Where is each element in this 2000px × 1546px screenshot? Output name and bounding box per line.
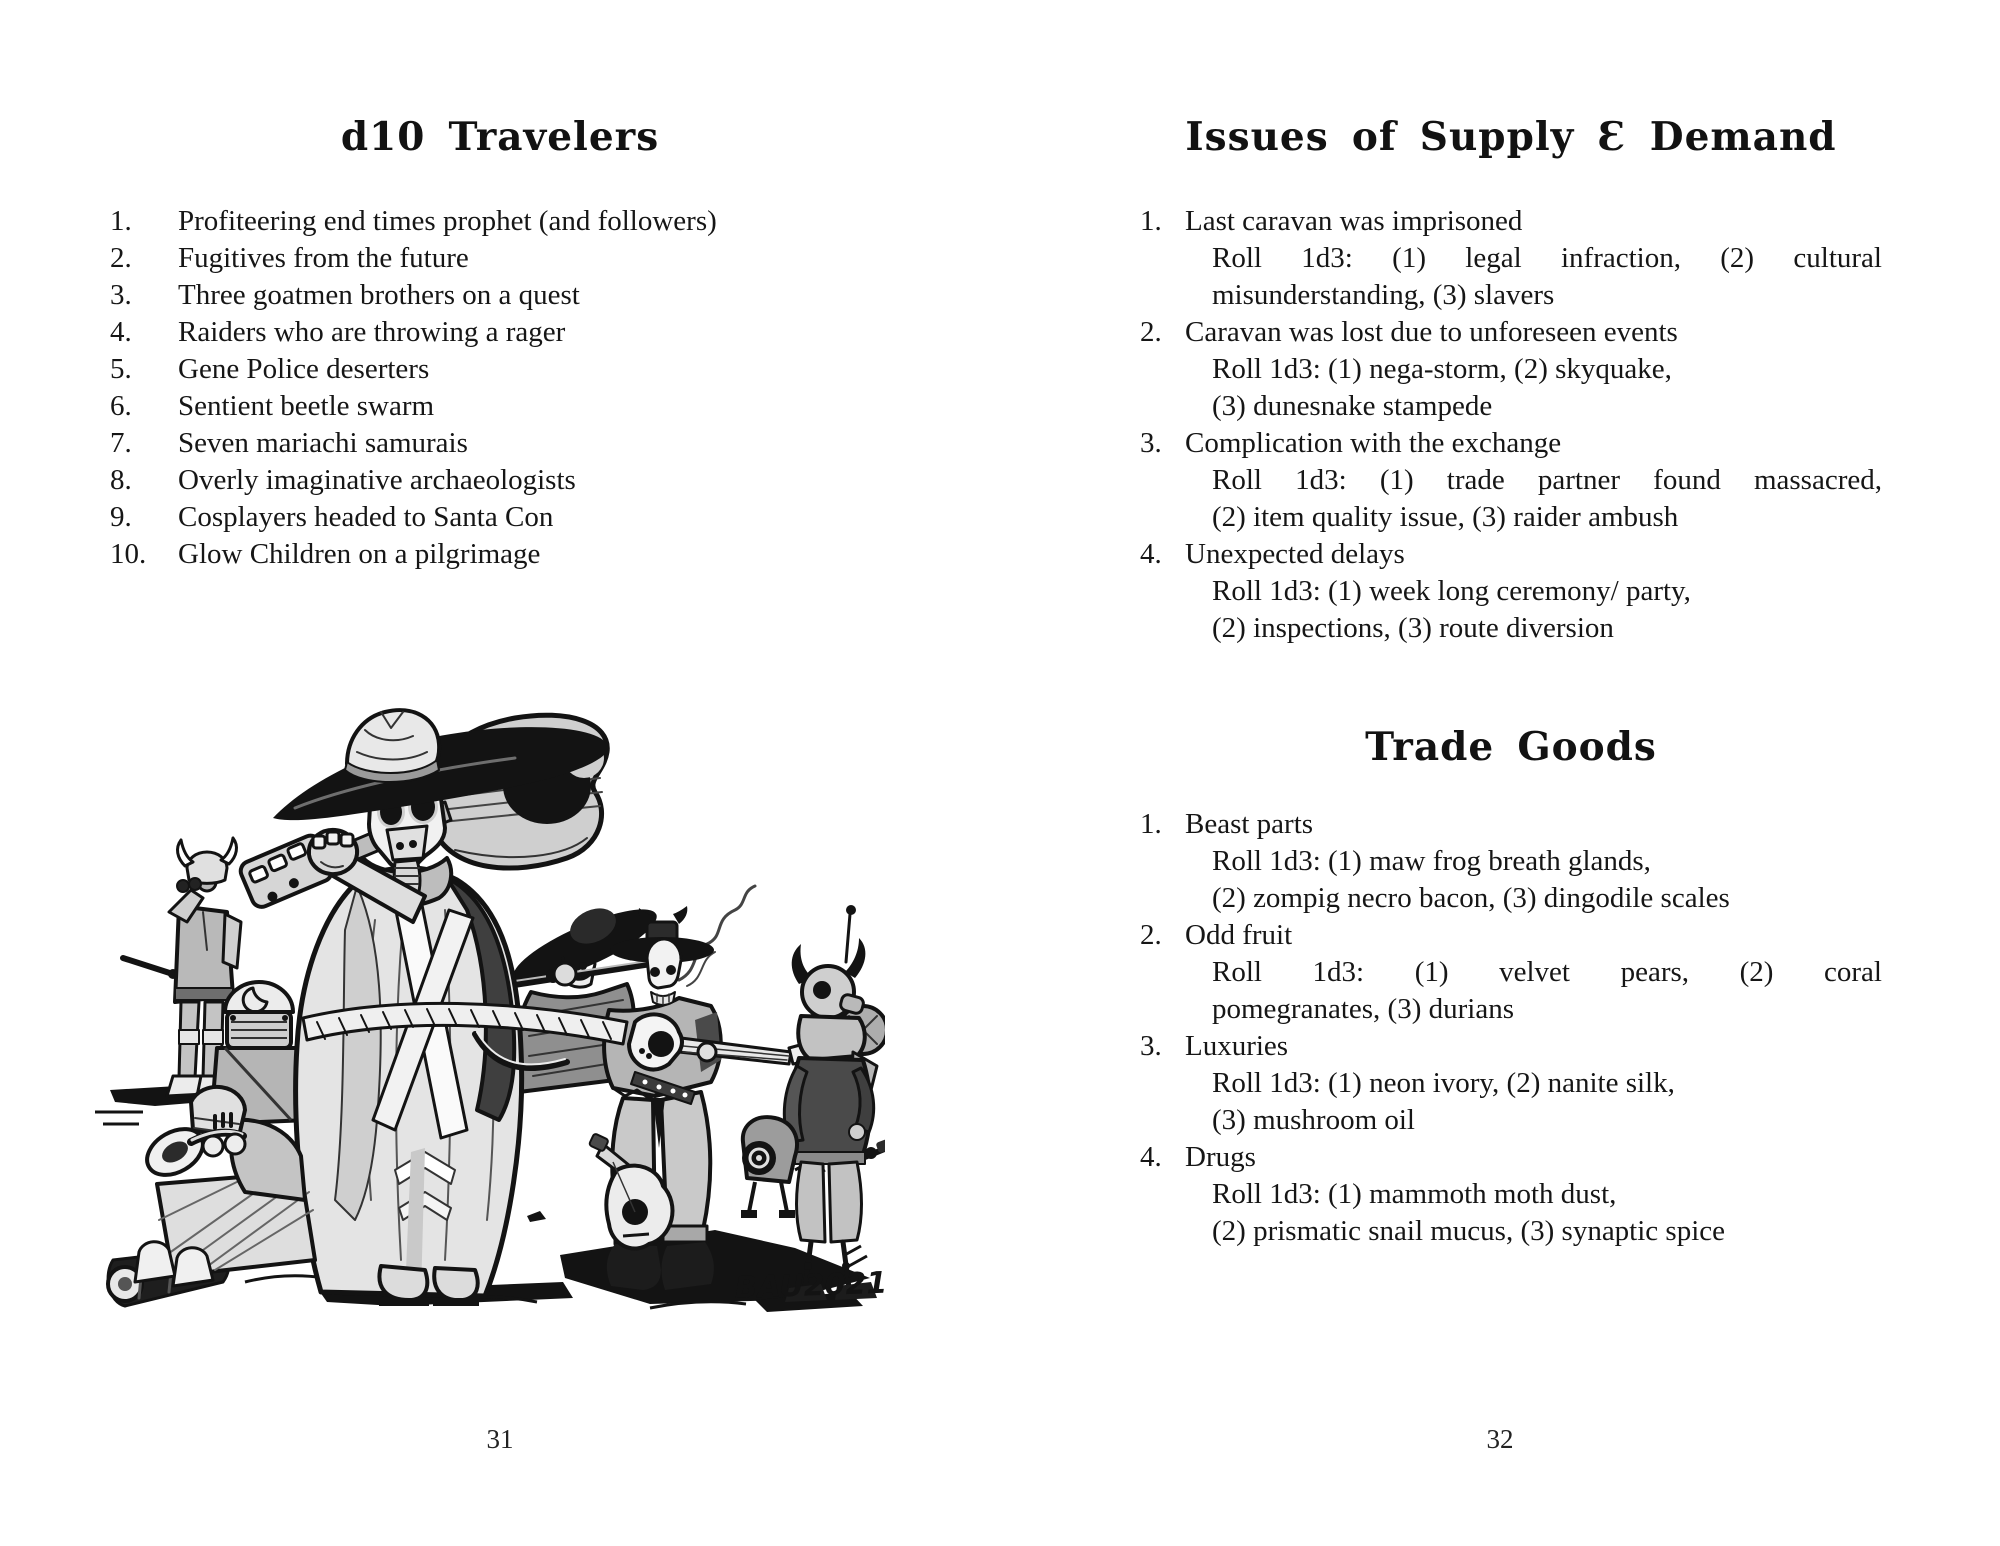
list-item xyxy=(1140,1139,1882,1176)
page-number-left: 31 xyxy=(486,1424,514,1454)
list-item xyxy=(1140,203,1882,240)
list-item xyxy=(1140,536,1882,573)
roll-line: Roll 1d3: (1) trade partner found massacred, xyxy=(1212,464,1882,496)
trade-goods-title: Trade Goods xyxy=(1365,724,1657,770)
travelers-illustration-svg xyxy=(95,700,885,1314)
roll-line: (2) item quality issue, (3) raider ambush xyxy=(1212,501,1679,533)
roll-line: Roll 1d3: (1) mammoth moth dust, xyxy=(1212,1178,1617,1210)
figure-antenna-scout xyxy=(784,905,885,1302)
figure-speaker-robot xyxy=(741,1117,797,1218)
list-item-number: 9. xyxy=(110,501,132,533)
list-item xyxy=(110,462,890,499)
page-right xyxy=(1000,0,2000,1546)
list-item-number: 2. xyxy=(1140,919,1162,951)
roll-line: (2) inspections, (3) route diversion xyxy=(1212,612,1614,644)
list-item-number: 3. xyxy=(110,279,132,311)
list-item-number: 3. xyxy=(1140,1030,1162,1062)
list-item xyxy=(1140,314,1882,351)
list-item xyxy=(110,388,890,425)
list-item-number: 5. xyxy=(110,353,132,385)
roll-line: (3) dunesnake stampede xyxy=(1212,390,1493,422)
list-item-number: 10. xyxy=(110,538,147,570)
supply-demand-title: Issues of Supply Ɛ Demand xyxy=(1185,114,1837,160)
list-item xyxy=(110,425,890,462)
list-item-text: Profiteering end times prophet (and followers) xyxy=(178,205,717,237)
list-item-text: Seven mariachi samurais xyxy=(178,427,468,459)
list-item-text: Gene Police deserters xyxy=(178,353,430,385)
list-item-number: 4. xyxy=(1140,1141,1162,1173)
page-number-right: 32 xyxy=(1486,1424,1514,1454)
roll-line: pomegranates, (3) durians xyxy=(1212,993,1514,1025)
list-item-text: Odd fruit xyxy=(1185,919,1293,951)
list-item xyxy=(110,314,890,351)
roll-line: (2) zompig necro bacon, (3) dingodile scales xyxy=(1212,882,1730,914)
list-item xyxy=(110,499,890,536)
list-item-number: 1. xyxy=(1140,808,1162,840)
list-item-number: 3. xyxy=(1140,427,1162,459)
list-item-text: Luxuries xyxy=(1185,1030,1289,1062)
list-item-number: 6. xyxy=(110,390,132,422)
list-item xyxy=(110,277,890,314)
roll-line: Roll 1d3: (1) legal infraction, (2) cultural xyxy=(1212,242,1882,274)
list-item-number: 8. xyxy=(110,464,132,496)
roll-line: (2) prismatic snail mucus, (3) synaptic spice xyxy=(1212,1215,1726,1247)
supply-demand-list xyxy=(1140,203,1882,647)
list-item-text: Sentient beetle swarm xyxy=(178,390,435,422)
roll-line: (3) mushroom oil xyxy=(1212,1104,1415,1136)
roll-line: Roll 1d3: (1) maw frog breath glands, xyxy=(1212,845,1651,877)
list-item-text: Overly imaginative archaeologists xyxy=(178,464,576,496)
list-item xyxy=(1140,806,1882,843)
list-item-text: Caravan was lost due to unforeseen events xyxy=(1185,316,1678,348)
roll-line: misunderstanding, (3) slavers xyxy=(1212,279,1555,311)
list-item xyxy=(110,203,890,240)
list-item-number: 2. xyxy=(110,242,132,274)
page-left-title: d10 Travelers xyxy=(340,114,660,160)
list-item-text: Last caravan was imprisoned xyxy=(1185,205,1523,237)
list-item xyxy=(110,536,890,573)
list-item-text: Cosplayers headed to Santa Con xyxy=(178,501,554,533)
roll-line: Roll 1d3: (1) week long ceremony/ party, xyxy=(1212,575,1691,607)
list-item xyxy=(110,240,890,277)
list-item-number: 4. xyxy=(110,316,132,348)
list-item xyxy=(110,351,890,388)
list-item-text: Fugitives from the future xyxy=(178,242,469,274)
list-item-number: 2. xyxy=(1140,316,1162,348)
artist-signature: BAU2021 xyxy=(734,1265,885,1306)
list-item-number: 1. xyxy=(110,205,132,237)
roll-line: Roll 1d3: (1) neon ivory, (2) nanite silk, xyxy=(1212,1067,1675,1099)
list-item-text: Unexpected delays xyxy=(1185,538,1405,570)
list-item-text: Raiders who are throwing a rager xyxy=(178,316,566,348)
list-item-number: 1. xyxy=(1140,205,1162,237)
d10-travelers-list xyxy=(110,203,890,573)
list-item-number: 4. xyxy=(1140,538,1162,570)
list-item-text: Complication with the exchange xyxy=(1185,427,1562,459)
list-item-text: Glow Children on a pilgrimage xyxy=(178,538,541,570)
list-item-number: 7. xyxy=(110,427,132,459)
list-item-text: Beast parts xyxy=(1185,808,1314,840)
roll-line: Roll 1d3: (1) velvet pears, (2) coral xyxy=(1212,956,1882,988)
list-item-text: Drugs xyxy=(1185,1141,1256,1173)
trade-goods-list xyxy=(1140,806,1882,1250)
list-item xyxy=(1140,425,1882,462)
list-item-text: Three goatmen brothers on a quest xyxy=(178,279,580,311)
travelers-illustration xyxy=(95,700,885,1314)
roll-line: Roll 1d3: (1) nega-storm, (2) skyquake, xyxy=(1212,353,1672,385)
list-item xyxy=(1140,917,1882,954)
list-item xyxy=(1140,1028,1882,1065)
